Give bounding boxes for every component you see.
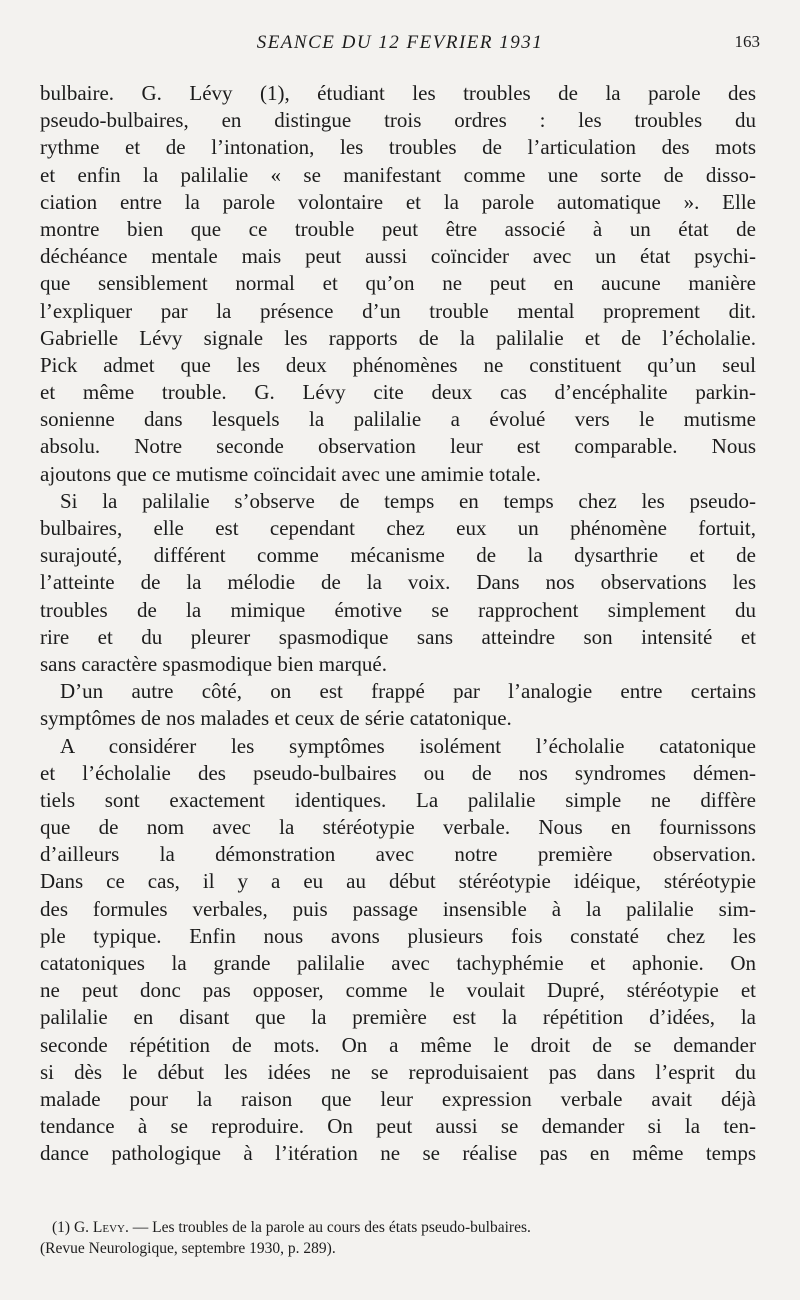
text-line: seconde répétition de mots. On a même le droit de se demander [40,1032,756,1057]
footnote-line [40,1217,756,1238]
text-line: troubles de la mimique émotive se rapprochent simplement du [40,597,756,622]
text-line: Gabrielle Lévy signale les rapports de la palilalie et de l’écholalie. [40,325,756,350]
text-line: Dans ce cas, il y a eu au début stéréotypie idéique, stéréotypie [40,869,756,894]
text-line: sonienne dans lesquels la palilalie a évolué vers le mutisme [40,407,756,432]
text-line: surajouté, différent comme mécanisme de la dysarthrie et de [40,543,756,568]
text-line: bulbaire. G. Lévy (1), étudiant les troubles de la parole des [40,81,756,105]
text-line: rythme et de l’intonation, les troubles de l’articulation des mots [40,135,756,160]
text-line: D’un autre côté, on est frappé par l’analogie entre certains [60,679,756,704]
text-line: catatoniques la grande palilalie avec tachyphémie et aphonie. On [40,951,756,975]
text-line: tiels sont exactement identiques. La palilalie simple ne diffère [40,787,756,812]
text-line: ciation entre la parole volontaire et la parole automatique ». Elle [40,189,756,214]
running-header [40,32,760,58]
text-line: que de nom avec la stéréotypie verbale. Nous en fournissons [40,815,756,840]
text-line: pseudo-bulbaires, en distingue trois ordres : les troubles du [40,108,756,133]
text-line: Pick admet que les deux phénomènes ne constituent qu’un seul [40,352,756,377]
footnote-author: Levy. [92,1219,129,1236]
page-number: 163 [734,32,760,51]
text-line: et même trouble. G. Lévy cite deux cas d’encéphalite parkin- [40,380,756,405]
text-line: bulbaires, elle est cependant chez eux un phénomène fortuit, [40,516,756,540]
text-line: que sensiblement normal et qu’on ne peut en aucune manière [40,271,756,296]
text-line: si dès le début les idées ne se reproduisaient pas dans l’esprit du [40,1059,756,1084]
text-line: Si la palilalie s’observe de temps en temps chez les pseudo- [60,488,756,513]
body-text [40,80,756,1168]
text-line: ple typique. Enfin nous avons plusieurs fois constaté chez les [40,923,756,948]
footnote-line: (Revue Neurologique, septembre 1930, p. 289). [40,1240,336,1257]
text-line: et l’écholalie des pseudo-bulbaires ou de nos syndromes démen- [40,760,756,785]
footnote [40,1217,756,1259]
text-line: ajoutons que ce mutisme coïncidait avec une amimie totale. [40,461,541,486]
text-line: ne peut donc pas opposer, comme le voulait Dupré, stéréotypie et [40,978,756,1003]
text-line: et enfin la palilalie « se manifestant comme une sorte de disso- [40,162,756,187]
text-line: palilalie en disant que la première est la répétition d’idées, la [40,1005,756,1030]
text-line: tendance à se reproduire. On peut aussi se demander si la ten- [40,1114,756,1139]
text-line: absolu. Notre seconde observation leur est comparable. Nous [40,434,756,459]
text-line: symptômes de nos malades et ceux de série catatonique. [40,706,512,731]
footnote-text: — Les troubles de la parole au cours des états pseudo-bulbaires. [128,1219,531,1236]
text-line: déchéance mentale mais peut aussi coïncider avec un état psychi- [40,244,756,269]
text-line: dance pathologique à l’itération ne se réalise pas en même temps [40,1141,756,1166]
text-line: rire et du pleurer spasmodique sans atteindre son intensité et [40,624,756,649]
text-line: l’atteinte de la mélodie de la voix. Dans nos observations les [40,570,756,595]
text-line: A considérer les symptômes isolément l’écholalie catatonique [60,733,756,758]
header-title: SEANCE DU 12 FEVRIER 1931 [256,32,544,53]
text-line: sans caractère spasmodique bien marqué. [40,651,387,676]
text-line: malade pour la raison que leur expression verbale avait déjà [40,1086,756,1111]
text-line: des formules verbales, puis passage insensible à la palilalie sim- [40,896,756,921]
text-line: montre bien que ce trouble peut être associé à un état de [40,216,756,241]
text-line: l’expliquer par la présence d’un trouble mental proprement dit. [40,298,756,323]
footnote-marker: (1) G. [52,1219,93,1236]
text-line: d’ailleurs la démonstration avec notre première observation. [40,842,756,867]
